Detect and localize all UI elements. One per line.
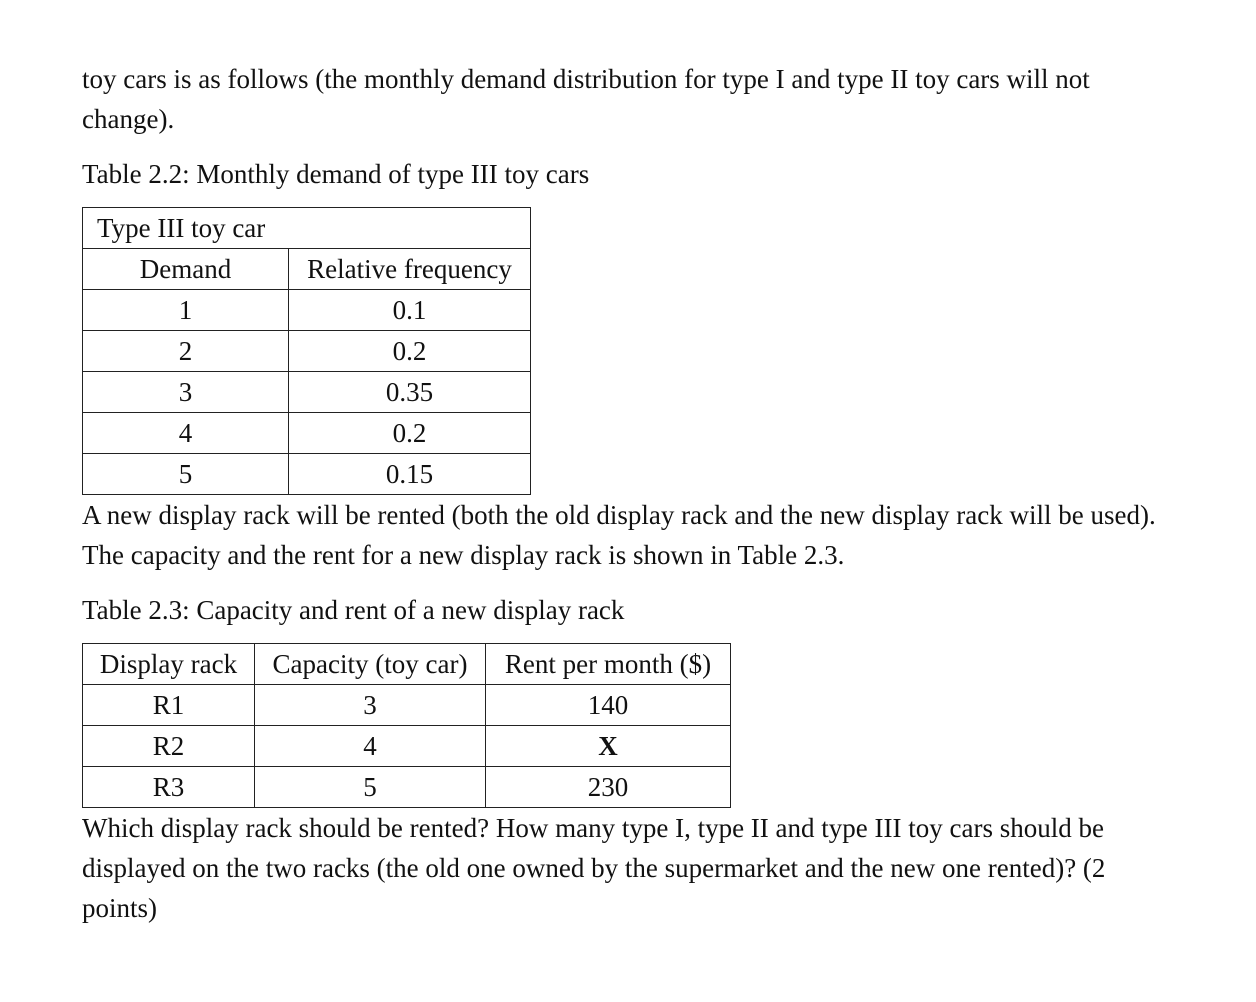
- table-cell: 3: [83, 372, 289, 413]
- table-cell: R2: [83, 726, 255, 767]
- table-cell: R3: [83, 767, 255, 808]
- table-row: [83, 726, 731, 767]
- table-2-2-caption: Table 2.2: Monthly demand of type III toy cars: [82, 159, 590, 189]
- table-2-3-col-header: Rent per month ($): [486, 644, 731, 685]
- table-cell: 0.35: [289, 372, 531, 413]
- table-2-3-col-header: Display rack: [83, 644, 255, 685]
- table-cell: 0.2: [289, 413, 531, 454]
- table-cell: 140: [486, 685, 731, 726]
- table-cell: 4: [83, 413, 289, 454]
- table-cell: 0.15: [289, 454, 531, 495]
- table-cell: 0.2: [289, 331, 531, 372]
- table-2-3-col-header: Capacity (toy car): [255, 644, 486, 685]
- table-2-3-caption: Table 2.3: Capacity and rent of a new display rack: [82, 595, 625, 625]
- table-2-2-col-header: Demand: [83, 249, 289, 290]
- middle-paragraph: A new display rack will be rented (both the old display rack and the new display rack will be used). The capacity and the rent for a new display rack is shown in Table 2.3.: [82, 500, 1156, 570]
- table-cell: 5: [83, 454, 289, 495]
- table-2-2-group-header: Type III toy car: [83, 208, 531, 249]
- table-cell: 5: [255, 767, 486, 808]
- table-cell: 230: [486, 767, 731, 808]
- table-row: [83, 767, 731, 808]
- table-row: [83, 413, 531, 454]
- table-cell-unknown-rent: X: [486, 726, 731, 767]
- table-cell: R1: [83, 685, 255, 726]
- table-row: [83, 331, 531, 372]
- intro-paragraph: toy cars is as follows (the monthly demand distribution for type I and type II toy cars will not change).: [82, 64, 1090, 134]
- document-page: [82, 59, 1172, 928]
- table-cell: 4: [255, 726, 486, 767]
- table-row: [83, 454, 531, 495]
- table-2-2: [82, 207, 531, 495]
- table-cell: 2: [83, 331, 289, 372]
- table-cell: 0.1: [289, 290, 531, 331]
- table-cell: 1: [83, 290, 289, 331]
- question-paragraph: Which display rack should be rented? How many type I, type II and type III toy cars should be displayed on the two racks (the old one owned by the supermarket and the new one rented)? (2 points): [82, 813, 1106, 923]
- table-2-2-col-header: Relative frequency: [289, 249, 531, 290]
- table-cell: 3: [255, 685, 486, 726]
- table-row: [83, 290, 531, 331]
- table-row: [83, 685, 731, 726]
- table-row: [83, 372, 531, 413]
- table-2-3: [82, 643, 731, 808]
